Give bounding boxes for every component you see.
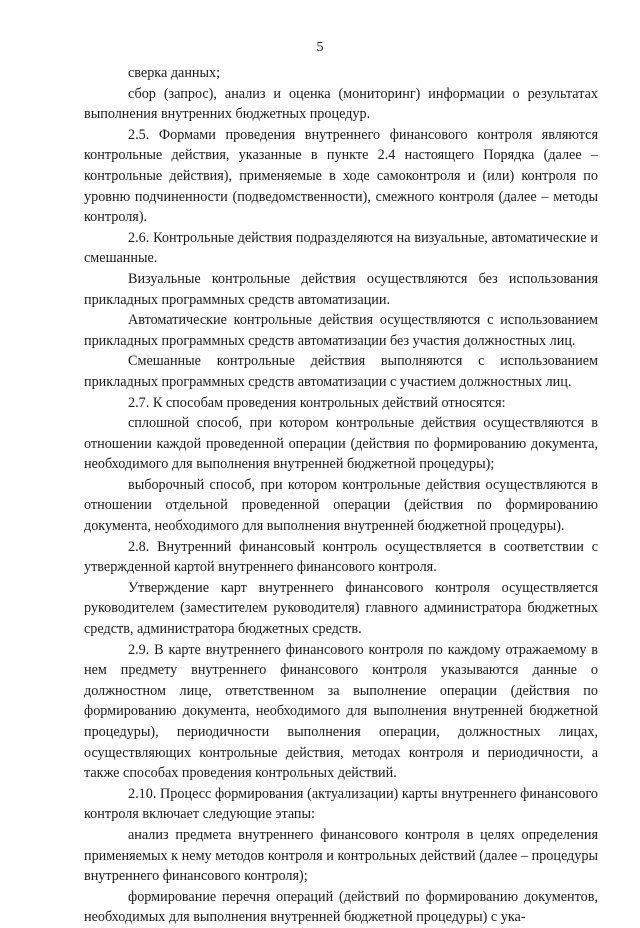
document-body — [84, 63, 598, 928]
paragraph-2-5: 2.5. Формами проведения внутреннего финансового контроля являются контрольные действия, указанные в пункте 2.4 настоящего Порядка (далее – контрольные действия), применяемые в ходе самоконтроля и (или) контроля по уровню подчиненности (подведомственности), смежного контроля (далее – методы контроля). — [84, 126, 598, 226]
paragraph-visual-actions: Визуальные контрольные действия осуществляются без использования прикладных программных средств автоматизации. — [84, 270, 598, 308]
paragraph-2-7: 2.7. К способам проведения контрольных действий относятся: — [128, 394, 506, 411]
paragraph-mixed-actions: Смешанные контрольные действия выполняются с использованием прикладных программных средств автоматизации с участием должностных лиц. — [84, 353, 598, 390]
paragraph-2-6: 2.6. Контрольные действия подразделяются на визуальные, автоматические и смешанные. — [84, 229, 598, 267]
paragraph-2-9: 2.9. В карте внутреннего финансового контроля по каждому отражаемому в нем предмету внутреннего финансового контроля указываются данные о должностном лице, ответственном за выполнение операции (действия по формированию документа, необходимого для выполнения внутренней бюджетной процедуры), периодичности выполнения операции, должностных лицах, осуществляющих контрольные действия, методах контроля и периодичности, а также способах проведения контрольных действий. — [84, 641, 598, 782]
page-number: 5 — [316, 40, 324, 55]
paragraph-automatic-actions: Автоматические контрольные действия осуществляются с использованием прикладных программных средств автоматизации без участия должностных лиц. — [84, 312, 598, 349]
paragraph-2-8: 2.8. Внутренний финансовый контроль осуществляется в соответствии с утвержденной картой внутреннего финансового контроля. — [84, 538, 598, 576]
paragraph-map-approval: Утверждение карт внутреннего финансового контроля осуществляется руководителем (заместителем руководителя) главного администратора бюджетных средств, администратора бюджетных средств. — [84, 579, 598, 638]
paragraph-operations-list: формирование перечня операций (действий по формированию документов, необходимых для выполнения внутренней бюджетной процедуры) с ука- — [84, 888, 598, 926]
paragraph-subject-analysis: анализ предмета внутреннего финансового контроля в целях определения применяемых к нему методов контроля и контрольных действий (далее – процедуры внутреннего финансового контроля); — [84, 826, 598, 885]
paragraph-continuous-method: сплошной способ, при котором контрольные действия осуществляются в отношении каждой проведенной операции (действия по формированию документа, необходимого для выполнения внутренней бюджетной процедуры); — [84, 415, 598, 473]
paragraph-information-collection: сбор (запрос), анализ и оценка (мониторинг) информации о результатах выполнения внутренних бюджетных процедур. — [84, 85, 598, 123]
paragraph-2-10: 2.10. Процесс формирования (актуализации) карты внутреннего финансового контроля включает следующие этапы: — [84, 785, 598, 823]
paragraph-selective-method: выборочный способ, при котором контрольные действия осуществляются в отношении отдельной проведенной операции (действия по формированию документа, необходимого для выполнения внутренней бюджетной процедуры). — [84, 476, 598, 535]
paragraph-data-reconciliation: сверка данных; — [128, 65, 221, 81]
